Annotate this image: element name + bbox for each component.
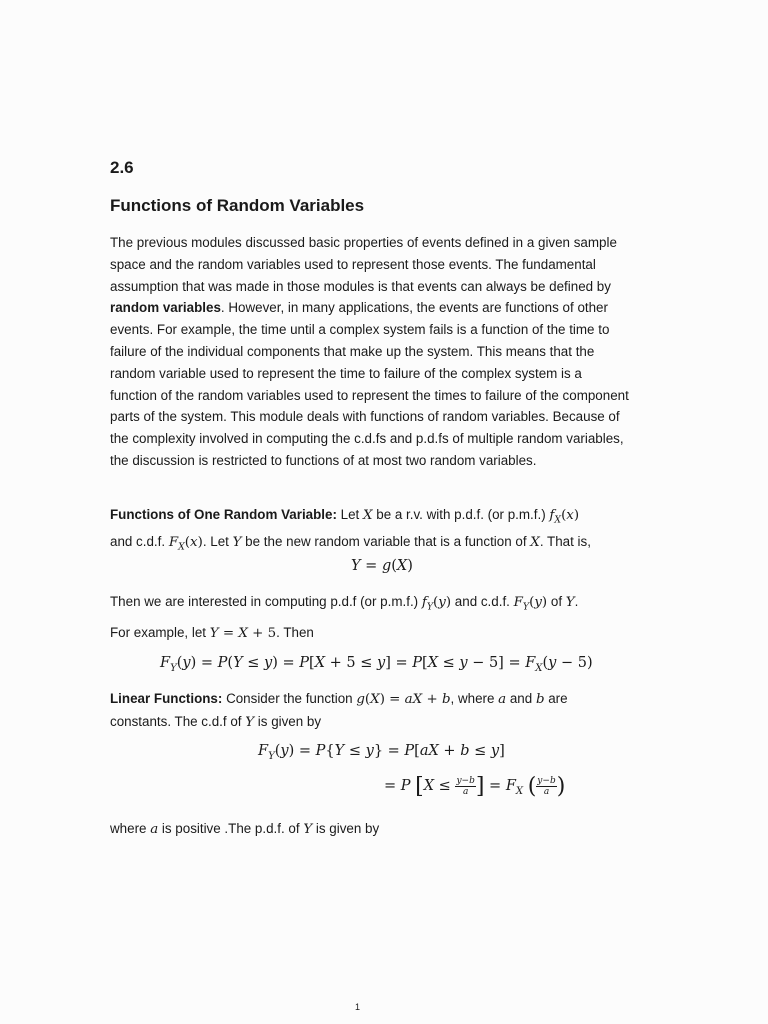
equation-y-equals-gx: Y = g(X) <box>351 558 413 574</box>
example-paragraph: For example, let Y = X + 5. Then <box>110 625 314 641</box>
equation-example-cdf: $F_Y(y) = P(Y \le y) = P[X + 5 \le y] = P[X \le y - 5] = F_X(y - 5)$ <box>160 655 593 674</box>
linear-paragraph: Linear Functions: Consider the function g(X) = aX + b, where a and b are constants. The c.d.f of Y is given by <box>110 691 568 730</box>
where-paragraph: where a is positive .The p.d.f. of Y is given by <box>110 821 380 837</box>
random-variables-bold: random variables <box>110 300 221 316</box>
intro-paragraph: The previous modules discussed basic properties of events defined in a given sample space and the random variables used to represent those events. The fundamental assumption that was made in those modules is that events can always be defined by random variables. However, in many applications, the events are functions of other events. For example, the time until a complex system fails is a function of the time to failure of the individual components that make up the system. This means that the random variable used to represent the time to failure of the complex system is a function of the random variables used to represent the times to failure of the component parts of the system. This module deals with functions of random variables. Because of the complexity involved in computing the c.d.fs and p.d.fs of multiple random variables, the discussion is restricted to functions of at most two random variables. <box>110 235 629 468</box>
equation-linear-cdf-line2: = P [X ≤ $\frac{y-b}{a}$ ] = $F_X$ ( $\frac{y-b}{a}$ ) <box>384 774 566 799</box>
section-number: 2.6 <box>110 158 134 177</box>
then-paragraph: Then we are interested in computing p.d.f (or p.m.f.) $f_Y(y)$ and c.d.f. $F_Y(y)$ of Y. <box>110 594 579 613</box>
page-number: 1 <box>355 1002 361 1012</box>
section-title: Functions of Random Variables <box>110 196 365 215</box>
equation-linear-cdf-line1: $F_Y(y) = P\{Y \le y\} = P[aX + b \le y]$ <box>258 743 505 762</box>
one-rv-paragraph: Functions of One Random Variable: Let X be a r.v. with p.d.f. (or p.m.f.) $f_X(x)$ and c.d.f. $F_X(x)$. Let Y be the new random variable that is a function of X. That is, <box>110 507 591 554</box>
